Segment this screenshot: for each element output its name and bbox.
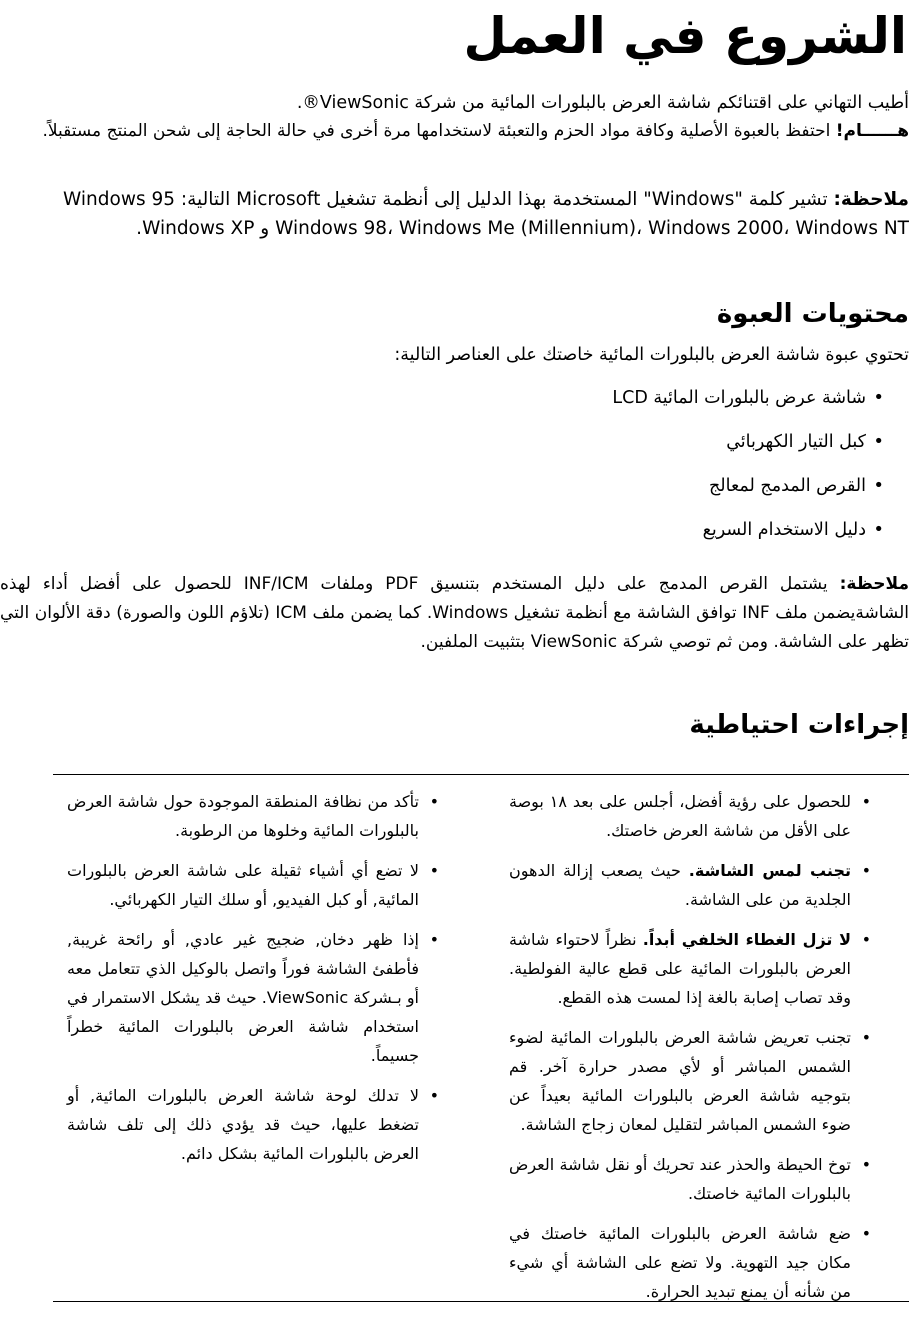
important-paragraph [0, 118, 909, 145]
list-item [509, 787, 871, 845]
list-item: • لا تدلك لوحة شاشة العرض بالبلورات المائية, أو تضغط عليها، حيث قد يؤدي ذلك إلى تلف شاشة العرض بالبلورات المائية بشكل دائم. [67, 1081, 439, 1168]
precaution-text: توخ الحيطة والحذر عند تحريك أو نقل شاشة العرض بالبلورات المائية خاصتك. [509, 1155, 851, 1203]
list-item: • دليل الاستخدام السريع [612, 512, 884, 556]
list-item: • كبل التيار الكهربائي [612, 424, 884, 468]
table-top-rule [53, 774, 909, 775]
package-contents-heading: محتويات العبوة [716, 299, 909, 329]
windows-note-text-1: تشير كلمة "Windows" المستخدمة بهذا الدليل إلى أنظمة تشغيل Microsoft التالية: Windows 95 [63, 189, 828, 210]
precautions-heading: إجراءات احتياطية [689, 710, 909, 740]
cd-note-label: ملاحظة: [839, 574, 909, 594]
list-item [509, 1023, 871, 1139]
precaution-text: حيث يصعب إزالة الدهون الجلدية من على الشاشة. [509, 861, 851, 909]
precautions-left-column [67, 787, 439, 1179]
list-item [509, 925, 871, 1012]
list-item: • القرص المدمج لمعالج [612, 468, 884, 512]
precaution-bold: لا تزل الغطاء الخلفي أبداً. [642, 930, 851, 949]
list-item [509, 856, 871, 914]
list-item: • شاشة عرض بالبلورات المائية LCD [612, 380, 884, 424]
precaution-text: نظراً لاحتواء شاشة العرض بالبلورات المائية على قطع عالية الفولطية. وقد تصاب إصابة بالغة إذا لمست هذه القطع. [509, 930, 851, 1007]
list-item: • لا تضع أي أشياء ثقيلة على شاشة العرض بالبلورات المائية, أو كبل الفيديو, أو سلك التيار الكهربائي. [67, 856, 439, 914]
list-item: • إذا ظهر دخان, ضجيج غير عادي, أو رائحة غريبة, فأطفئ الشاشة فوراً واتصل بالوكيل الذي تتعامل معه أو بـشركة ViewSonic. حيث قد يشكل الاستمرار في استخدام شاشة العرض بالبلورات المائية خطراً جسيماً. [67, 925, 439, 1070]
windows-note-line-2: Windows 98، Windows Me (Millennium)، Windows 2000، Windows NT و Windows XP. [136, 218, 909, 239]
important-label: هــــــام! [835, 121, 909, 141]
package-items-list [612, 380, 884, 556]
important-text: احتفظ بالعبوة الأصلية وكافة مواد الحزم والتعبئة لاستخدامها مرة أخرى في حالة الحاجة إلى شحن المنتج مستقبلاً. [42, 121, 831, 141]
list-item [509, 1150, 871, 1208]
package-lead: تحتوي عبوة شاشة العرض بالبلورات المائية خاصتك على العناصر التالية: [394, 345, 909, 365]
precaution-text: تجنب تعريض شاشة العرض بالبلورات المائية لضوء الشمس المباشر أو لأي مصدر حرارة آخر. قم بتوجيه شاشة العرض بالبلورات المائية بعيداً عن ضوء الشمس المباشر لتقليل لمعان زجاج الشاشة. [509, 1028, 851, 1134]
table-bottom-rule [53, 1301, 909, 1302]
cd-note-paragraph [0, 570, 909, 657]
precaution-bold: تجنب لمس الشاشة. [688, 861, 852, 880]
precaution-text: ضع شاشة العرض بالبلورات المائية خاصتك في مكان جيد التهوية. ولا تضع على الشاشة أي شيء من شأنه أن يمنع تبديد الحرارة. [509, 1224, 851, 1301]
congratulations-paragraph: أطيب التهاني على اقتنائكم شاشة العرض بالبلورات المائية من شركة ViewSonic®. [296, 93, 909, 113]
windows-note-line-1 [0, 186, 909, 214]
precaution-text: للحصول على رؤية أفضل، أجلس على بعد ١٨ بوصة على الأقل من شاشة العرض خاصتك. [509, 792, 852, 840]
windows-note-label: ملاحظة: [833, 189, 909, 210]
page-title: الشروع في العمل [463, 7, 907, 65]
cd-note-text: يشتمل القرص المدمج على دليل المستخدم بتنسيق PDF وملفات INF/ICM للحصول على أفضل أداء لهذه الشاشةيضمن ملف INF توافق الشاشة مع أنظمة تشغيل Windows. كما يضمن ملف ICM (تلاؤم اللون والصورة) دقة الألوان التي تظهر على الشاشة. ومن ثم توصي شركة ViewSonic بتثبيت الملفين. [0, 574, 909, 652]
list-item: • تأكد من نظافة المنطقة الموجودة حول شاشة العرض بالبلورات المائية وخلوها من الرطوبة. [67, 787, 439, 845]
precautions-right-column [509, 787, 871, 1317]
list-item [509, 1219, 871, 1306]
